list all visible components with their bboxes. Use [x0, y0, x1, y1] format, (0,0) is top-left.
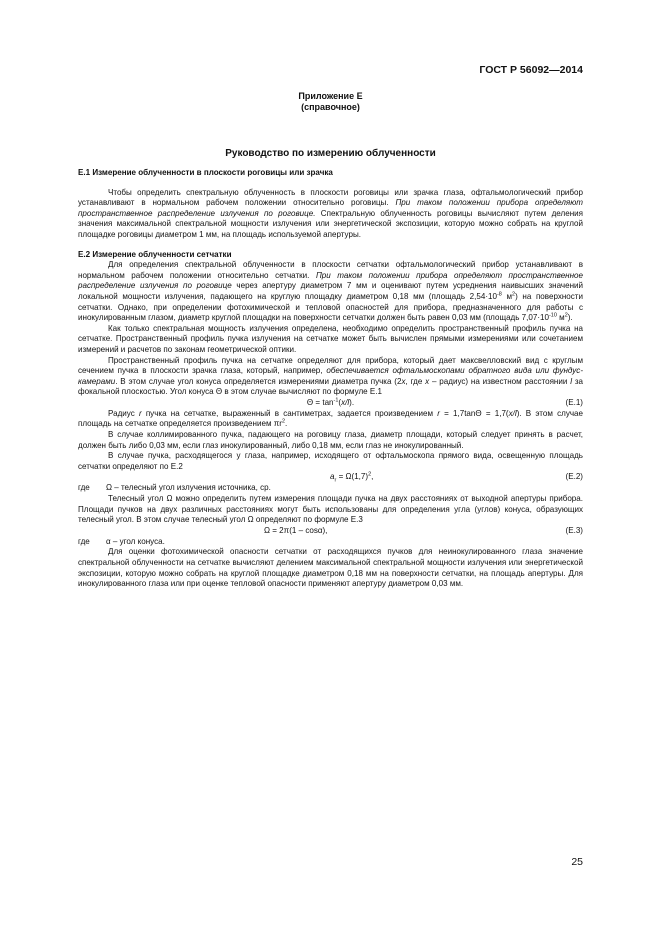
- text-run: Радиус: [108, 408, 139, 418]
- where-label: где: [78, 483, 90, 493]
- text-run: Пространственный профиль пучка на сетчатке определяют для прибора, который дает максвелловский вид с круглым сечением пучка в плоскости зрачка глаза, который, например,: [78, 355, 583, 376]
- document-body: [78, 168, 583, 590]
- formula-number: (Е.3): [565, 525, 583, 535]
- text-run: за фокальной плоскостью. Угол конуса Θ в этом случае вычисляют по формуле Е.1: [78, 376, 583, 397]
- italic-text-run: При таком положении прибора определяют пространственное распределение излучения по роговице.: [78, 198, 583, 218]
- text-run: . В этом случае угол конуса определяется измерениями диаметра пучка (2: [115, 376, 402, 386]
- superscript: 2: [512, 291, 516, 298]
- superscript: -8: [496, 291, 502, 298]
- italic-text-run: При таком положении прибора определяют пространственное распределение излучения по роговице: [78, 270, 583, 291]
- italic-variable: r: [138, 408, 142, 418]
- text-run: м: [556, 313, 565, 323]
- document-title: Руководство по измерению облученности: [225, 148, 436, 159]
- italic-variable: x: [425, 376, 430, 386]
- paragraph: В случае коллимированного пучка, падающего на роговицу глаза, диаметр площади, который следует принять в расчет, должен быть либо 0,03 мм, если глаз инокулированный, либо 0,18 мм, если глаз не инокулированный.: [78, 430, 583, 450]
- where-clause: [78, 537, 583, 548]
- section-heading-e2: Е.2 Измерение облученности сетчатки: [78, 249, 232, 259]
- text-run: ).: [567, 313, 573, 323]
- italic-variable: l: [570, 376, 572, 386]
- italic-variable: r: [437, 408, 440, 418]
- italic-variable: x/l: [341, 397, 350, 407]
- paragraph: В случае пучка, расходящегося у глаза, например, исходящего от офтальмоскопа прямого вида, освещенную площадь сетчатки определяют по Е.2: [78, 451, 583, 471]
- text-run: м: [501, 291, 513, 301]
- text-run: – радиус) на известном расстоянии: [429, 376, 571, 386]
- formula-text: ,: [371, 472, 374, 482]
- text-run: Для определения спектральной облученности в плоскости сетчатки офтальмологический прибор устанавливают в нормальном рабочем положении относительно сетчатки.: [78, 260, 583, 280]
- paragraph: Для оценки фотохимической опасности сетчатки от расходящихся пучков для неинокулированного глаза значение спектральной облученности на сетчатке вычисляют делением максимальной спектральной мощности излучения или энергетической экспозиции, которую можно собрать на круглой площадке диаметром 0,18 мм на поверхности сетчатки, на площадь апертуры. Для инокулированного глаза или при оценке тепловой опасности применяют апертуру диаметром 0,03 мм.: [78, 547, 583, 589]
- superscript: -1: [333, 397, 339, 404]
- superscript: 2: [368, 471, 372, 478]
- formula-text: ).: [349, 397, 355, 407]
- paragraph: [78, 188, 583, 241]
- text-run: Чтобы определить спектральную облученность в плоскости роговицы или зрачка глаза, офтальмологический прибор устанавливают в нормальном рабочем положении относительно роговицы.: [78, 187, 583, 208]
- superscript: -10: [548, 312, 557, 319]
- where-text: α – угол конуса.: [106, 536, 165, 546]
- paragraph: [78, 409, 583, 430]
- text-run: ) на поверхности сетчатки. Однако, при определении фотохимической и тепловой опасностей для прибора, предназначенного для работы с инокулированным глазом, диаметр круглой площадки на поверхности сетчатки должен быть равен 0,03 мм (площадь 7,07·10: [78, 291, 583, 323]
- superscript: 2: [564, 312, 568, 319]
- text-run: Спектральную облученность роговицы вычисляют путем деления значения максимальной спектральной мощности излучения или энергетической экспозиции, которую можно собрать на круглой площадке роговицы диаметром 1 мм, на площадь используемой апертуры.: [78, 208, 583, 239]
- text-run: ). В этом случае площадь на сетчатке определяется произведением πr: [78, 408, 583, 429]
- formula-e1: [78, 398, 583, 409]
- formula-e3: [78, 526, 583, 537]
- standard-number: ГОСТ Р 56092—2014: [479, 64, 583, 76]
- formula-text: = Ω(1,7): [336, 472, 369, 482]
- page-number: 25: [571, 856, 583, 868]
- formula-number: (Е.2): [565, 472, 583, 482]
- text-run: через апертуру диаметром 7 мм и оценивают путем усреднения наивысших значений локальной мощности излучения, падающего на круглую площадку диаметром 0,18 мм (площадь 2,54·10: [78, 281, 583, 301]
- annex-title: Приложение Е: [298, 91, 363, 101]
- italic-variable: x/l: [508, 408, 517, 418]
- text-run: пучка на сетчатке, выраженный в сантиметрах, задается произведением: [141, 408, 438, 418]
- text-run: = 1,7tanΘ = 1,7(: [439, 408, 509, 418]
- paragraph: [78, 260, 583, 324]
- text-run: .: [285, 419, 288, 429]
- formula-text: (: [338, 397, 342, 407]
- formula-number: (Е.1): [565, 397, 583, 407]
- where-text: Ω – телесный угол излучения источника, ср.: [106, 483, 271, 493]
- paragraph: [78, 356, 583, 398]
- formula-e2: [78, 472, 583, 483]
- text-run: , где: [405, 376, 426, 386]
- italic-variable: a: [330, 472, 335, 482]
- superscript: 2: [281, 418, 286, 425]
- formula-text: Ω = 2π(1 – cosα),: [264, 525, 328, 535]
- paragraph: Как только спектральная мощность излучения определена, необходимо определить пространственный профиль пучка на сетчатке. Пространственный профиль пучка излучения на сетчатке может быть вычислен прямыми измерениями или сочетанием измерений и расчетов по законам геометрической оптики.: [78, 323, 583, 354]
- where-label: где: [78, 536, 90, 546]
- formula-text: Θ = tan: [306, 397, 334, 407]
- annex-type: (справочное): [301, 102, 360, 112]
- paragraph: Телесный угол Ω можно определить путем измерения площади пучка на двух расстояниях от выходной апертуры прибора. Площади пучков на двух различных расстояниях могут быть использованы для определения угла (углов) конуса, образующих телесный угол. В этом случае телесный угол Ω определяют по формуле Е.3: [78, 494, 583, 525]
- italic-text-run: обеспечивается офтальмоскопами обратного вида или фундус-камерами: [78, 366, 583, 386]
- italic-variable: x: [401, 376, 406, 386]
- subscript: r: [334, 478, 337, 485]
- section-heading-e1: Е.1 Измерение облученности в плоскости роговицы или зрачка: [78, 168, 333, 177]
